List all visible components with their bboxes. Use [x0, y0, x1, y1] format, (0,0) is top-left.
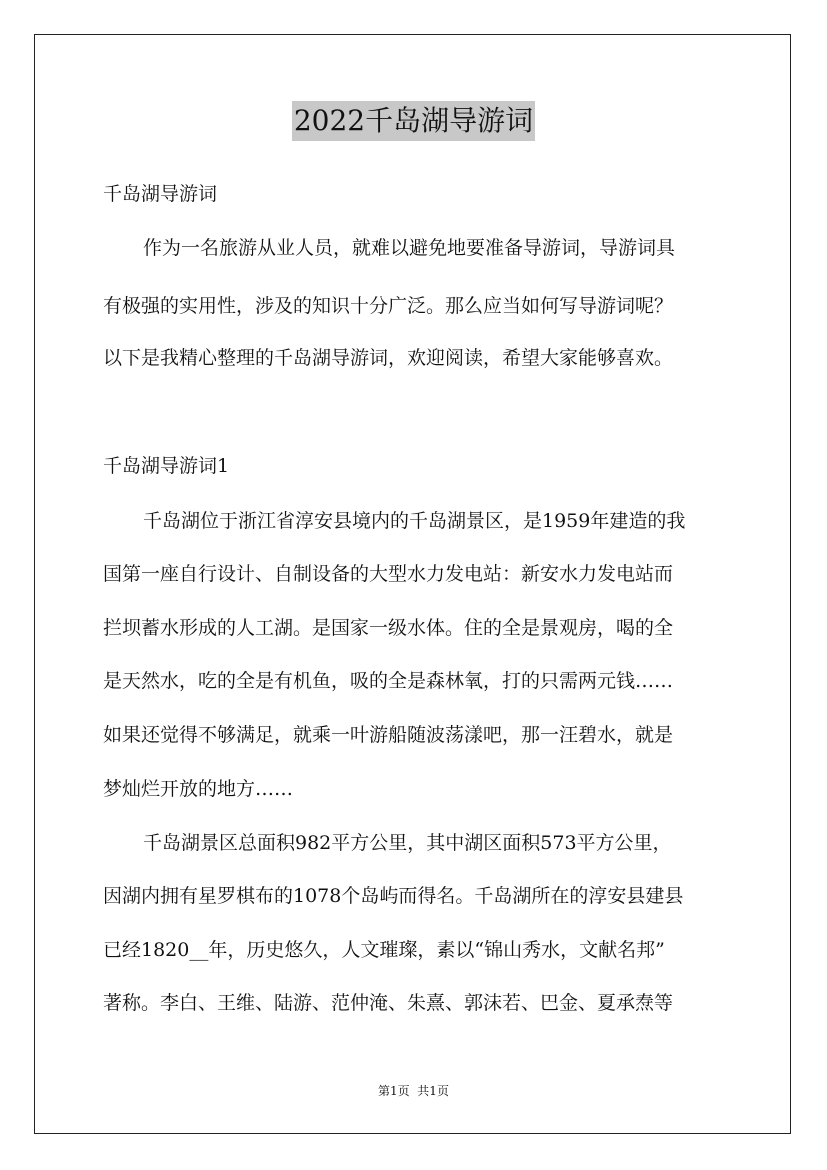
paragraph-line: 如果还觉得不够满足，就乘一叶游船随波荡漾吧，那一汪碧水，就是 — [103, 724, 674, 746]
intro-line: 作为一名旅游从业人员，就难以避免地要准备导游词，导游词具 — [143, 237, 676, 259]
intro-line: 以下是我精心整理的千岛湖导游词，欢迎阅读，希望大家能够喜欢。 — [103, 347, 674, 369]
paragraph-line: 千岛湖位于浙江省淳安县境内的千岛湖景区，是1959年建造的我 — [143, 510, 686, 532]
paragraph-line: 已经1820__年，历史悠久，人文璀璨，素以“锦山秀水，文献名邦” — [103, 939, 665, 961]
paragraph-line: 著称。李白、王维、陆游、范仲淹、朱熹、郭沫若、巴金、夏承焘等 — [103, 992, 674, 1014]
page-footer: 第1页 共1页 — [378, 1084, 449, 1098]
document-title: 2022千岛湖导游词 — [292, 101, 535, 141]
paragraph-line: 是天然水，吃的全是有机鱼，吸的全是森林氧，打的只需两元钱…… — [103, 670, 674, 692]
paragraph-line: 拦坝蓄水形成的人工湖。是国家一级水体。住的全是景观房，喝的全 — [103, 617, 674, 639]
paragraph-line: 因湖内拥有星罗棋布的1078个岛屿而得名。千岛湖所在的淳安县建县 — [103, 885, 684, 907]
document-title-wrap — [0, 101, 827, 141]
paragraph-line: 千岛湖景区总面积982平方公里，其中湖区面积573平方公里， — [143, 832, 672, 854]
section-heading: 千岛湖导游词 — [103, 183, 218, 205]
paragraph-line: 梦灿烂开放的地方…… — [103, 778, 294, 800]
paragraph-line: 国第一座自行设计、自制设备的大型水力发电站：新安水力发电站而 — [103, 563, 674, 585]
intro-line: 有极强的实用性，涉及的知识十分广泛。那么应当如何写导游词呢？ — [103, 295, 674, 317]
subheading: 千岛湖导游词1 — [103, 455, 230, 477]
